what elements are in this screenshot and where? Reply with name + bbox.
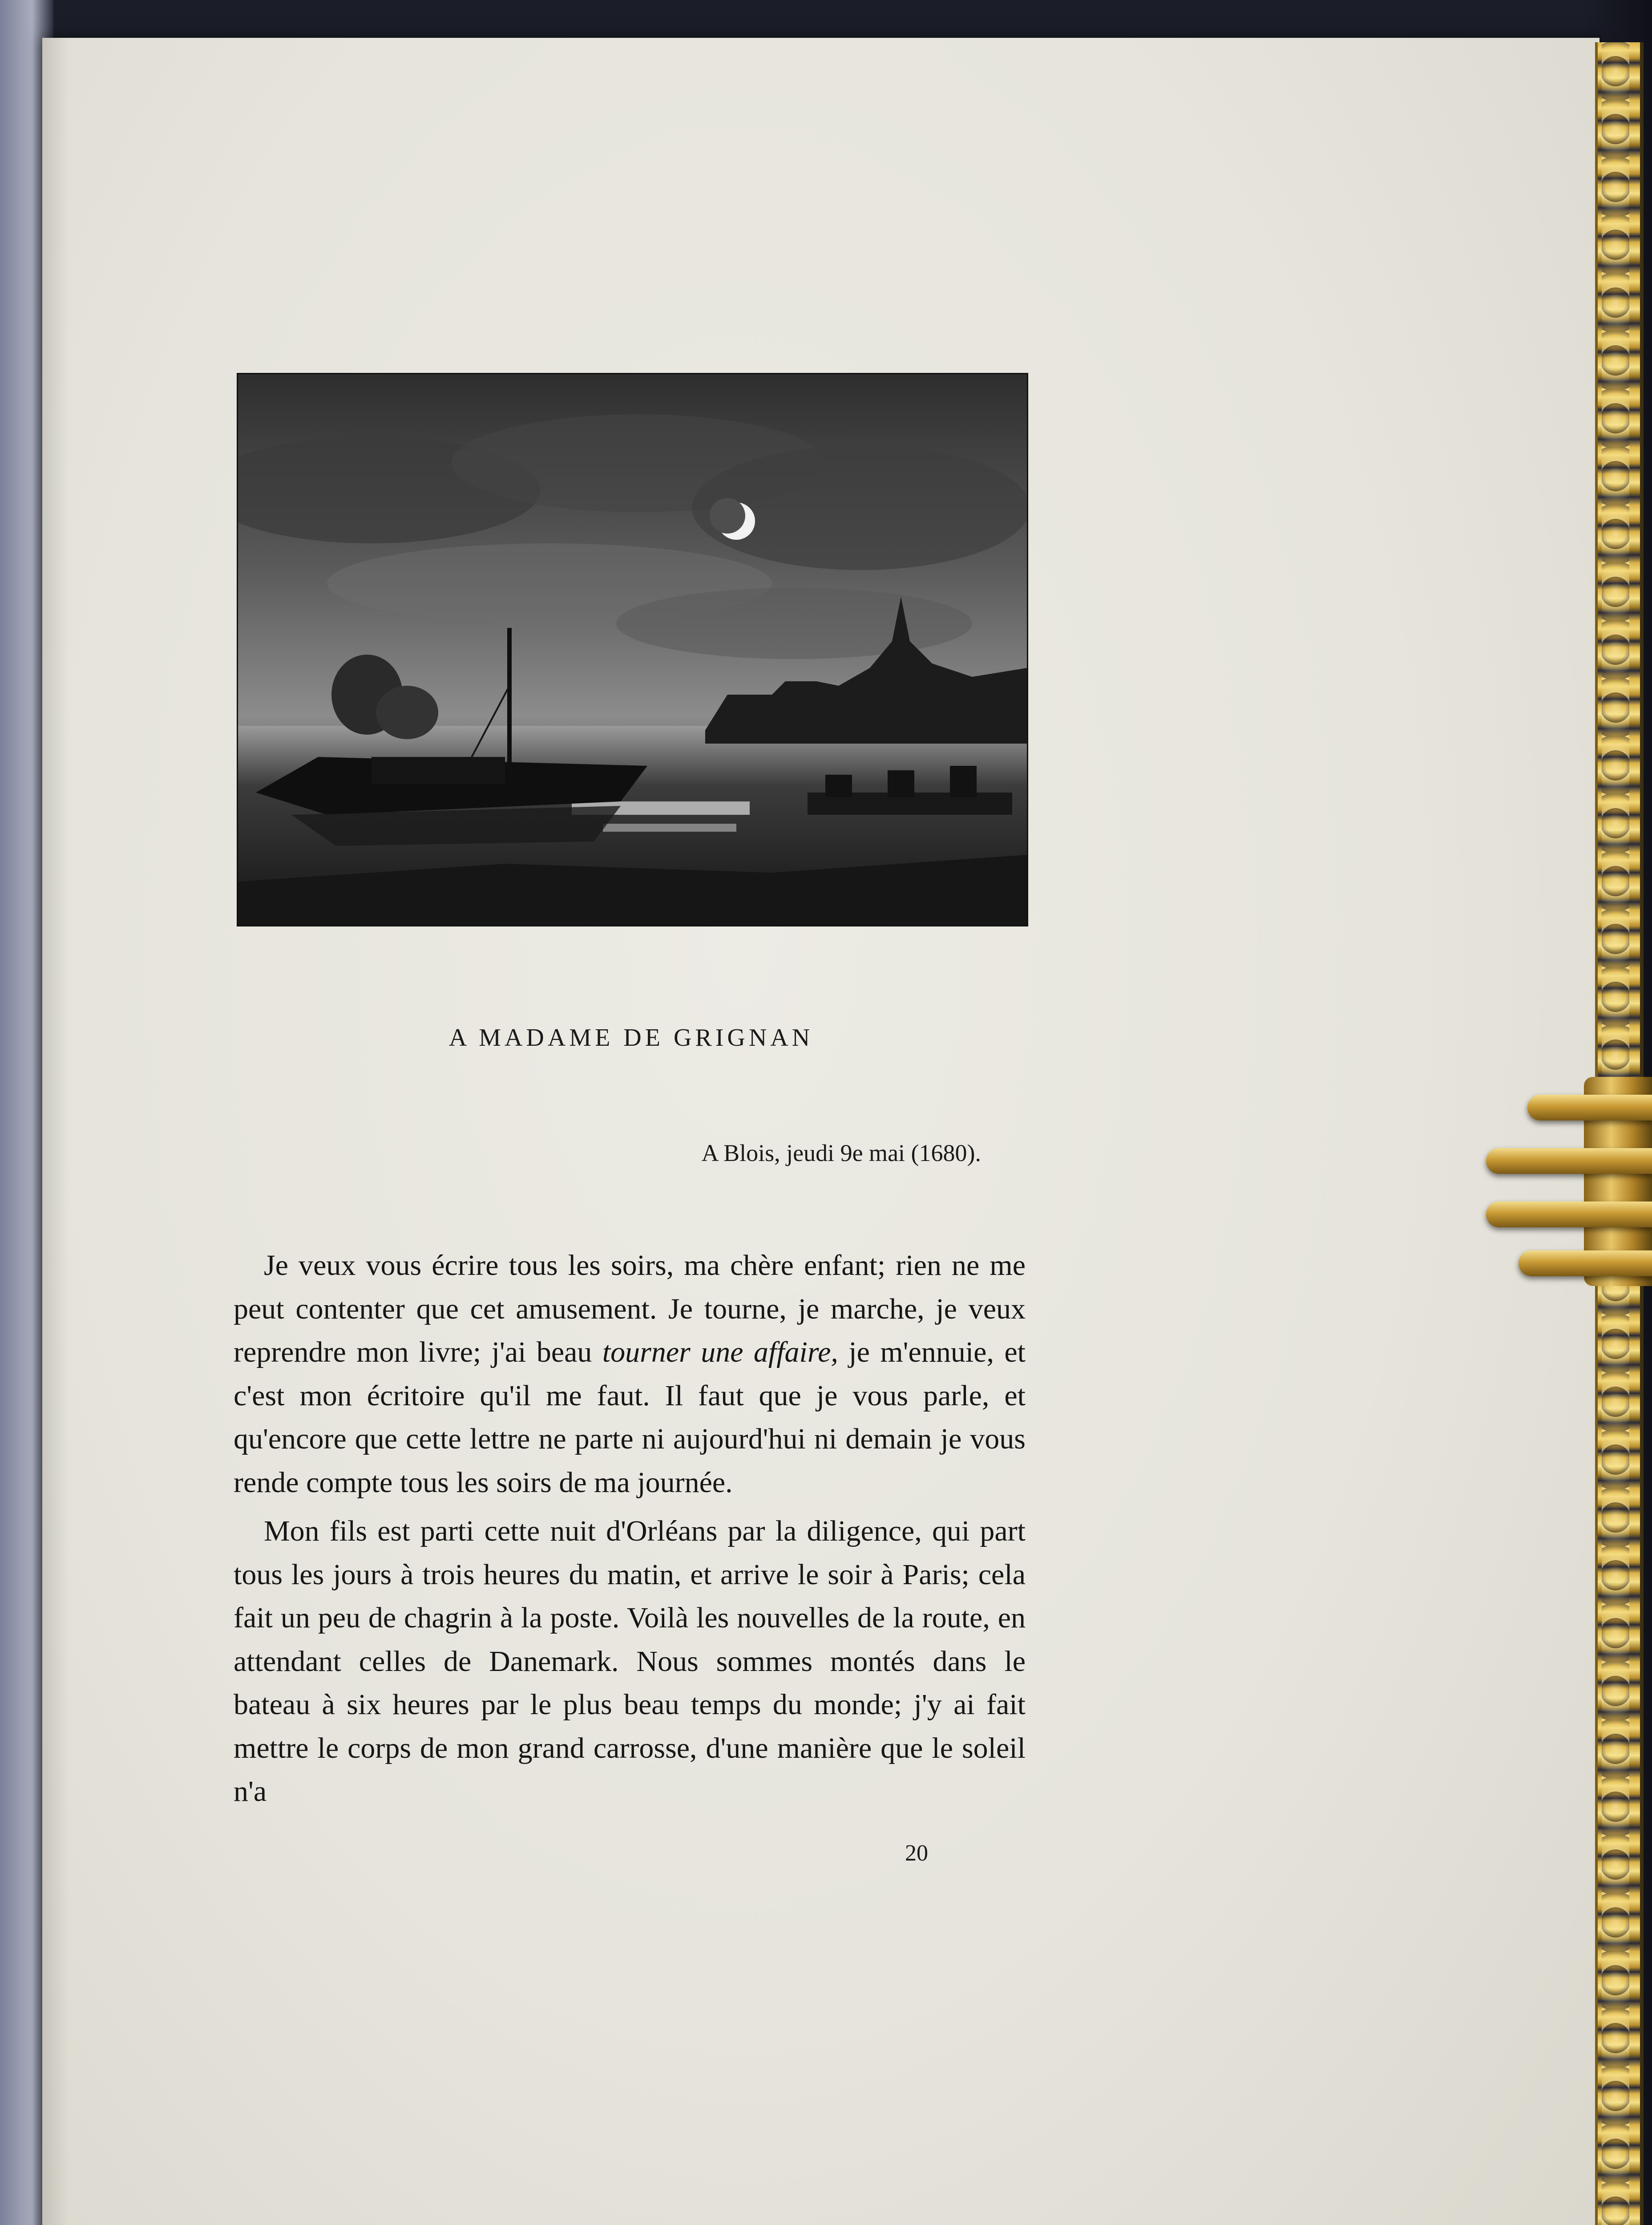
paragraph-2: Mon fils est parti cette nuit d'Orléans par la diligence, qui part tous les jours à trois heures du matin, et arrive le soir à Paris; cela fait un peu de chagrin à la poste. Voilà les nouvelles de la route, en attendant celles de Danemark. Nous sommes montés dans le bateau à six heures par le plus beau temps du monde; j'y ai fait mettre le corps de mon grand carrosse, d'une manière que le soleil n'a (234, 1515, 1026, 1808)
paragraph-1 (234, 1244, 1026, 1504)
book-page (42, 38, 1599, 2225)
page-gutter-shadow (42, 38, 69, 2225)
brass-page-clamp (1486, 1077, 1652, 1286)
paragraph-1-italic: tourner une affaire, (602, 1336, 838, 1368)
letter-dateline: A Blois, jeudi 9e mai (1680). (701, 1140, 981, 1166)
letter-body (234, 1244, 1026, 1813)
paragraph-1-text-start: Je veux vous écrire tous les soirs, ma chère enfant; rien ne me peut contenter que cet amusement. Je tourne, je marche, je veux reprendre mon livre; j'ai beau (234, 1249, 1026, 1368)
night-river-scene (238, 374, 1027, 925)
page-number: 20 (905, 1841, 928, 1866)
etching-illustration (237, 373, 1028, 926)
paragraph-1-text-end: je m'ennuie, et c'est mon écritoire qu'il me faut. Il faut que je vous parle, et qu'encore que cette lettre ne parte ni aujourd'hui ni demain je vous rende compte tous les soirs de ma journée. (234, 1336, 1026, 1499)
letter-heading: A MADAME DE GRIGNAN (448, 1024, 814, 1052)
